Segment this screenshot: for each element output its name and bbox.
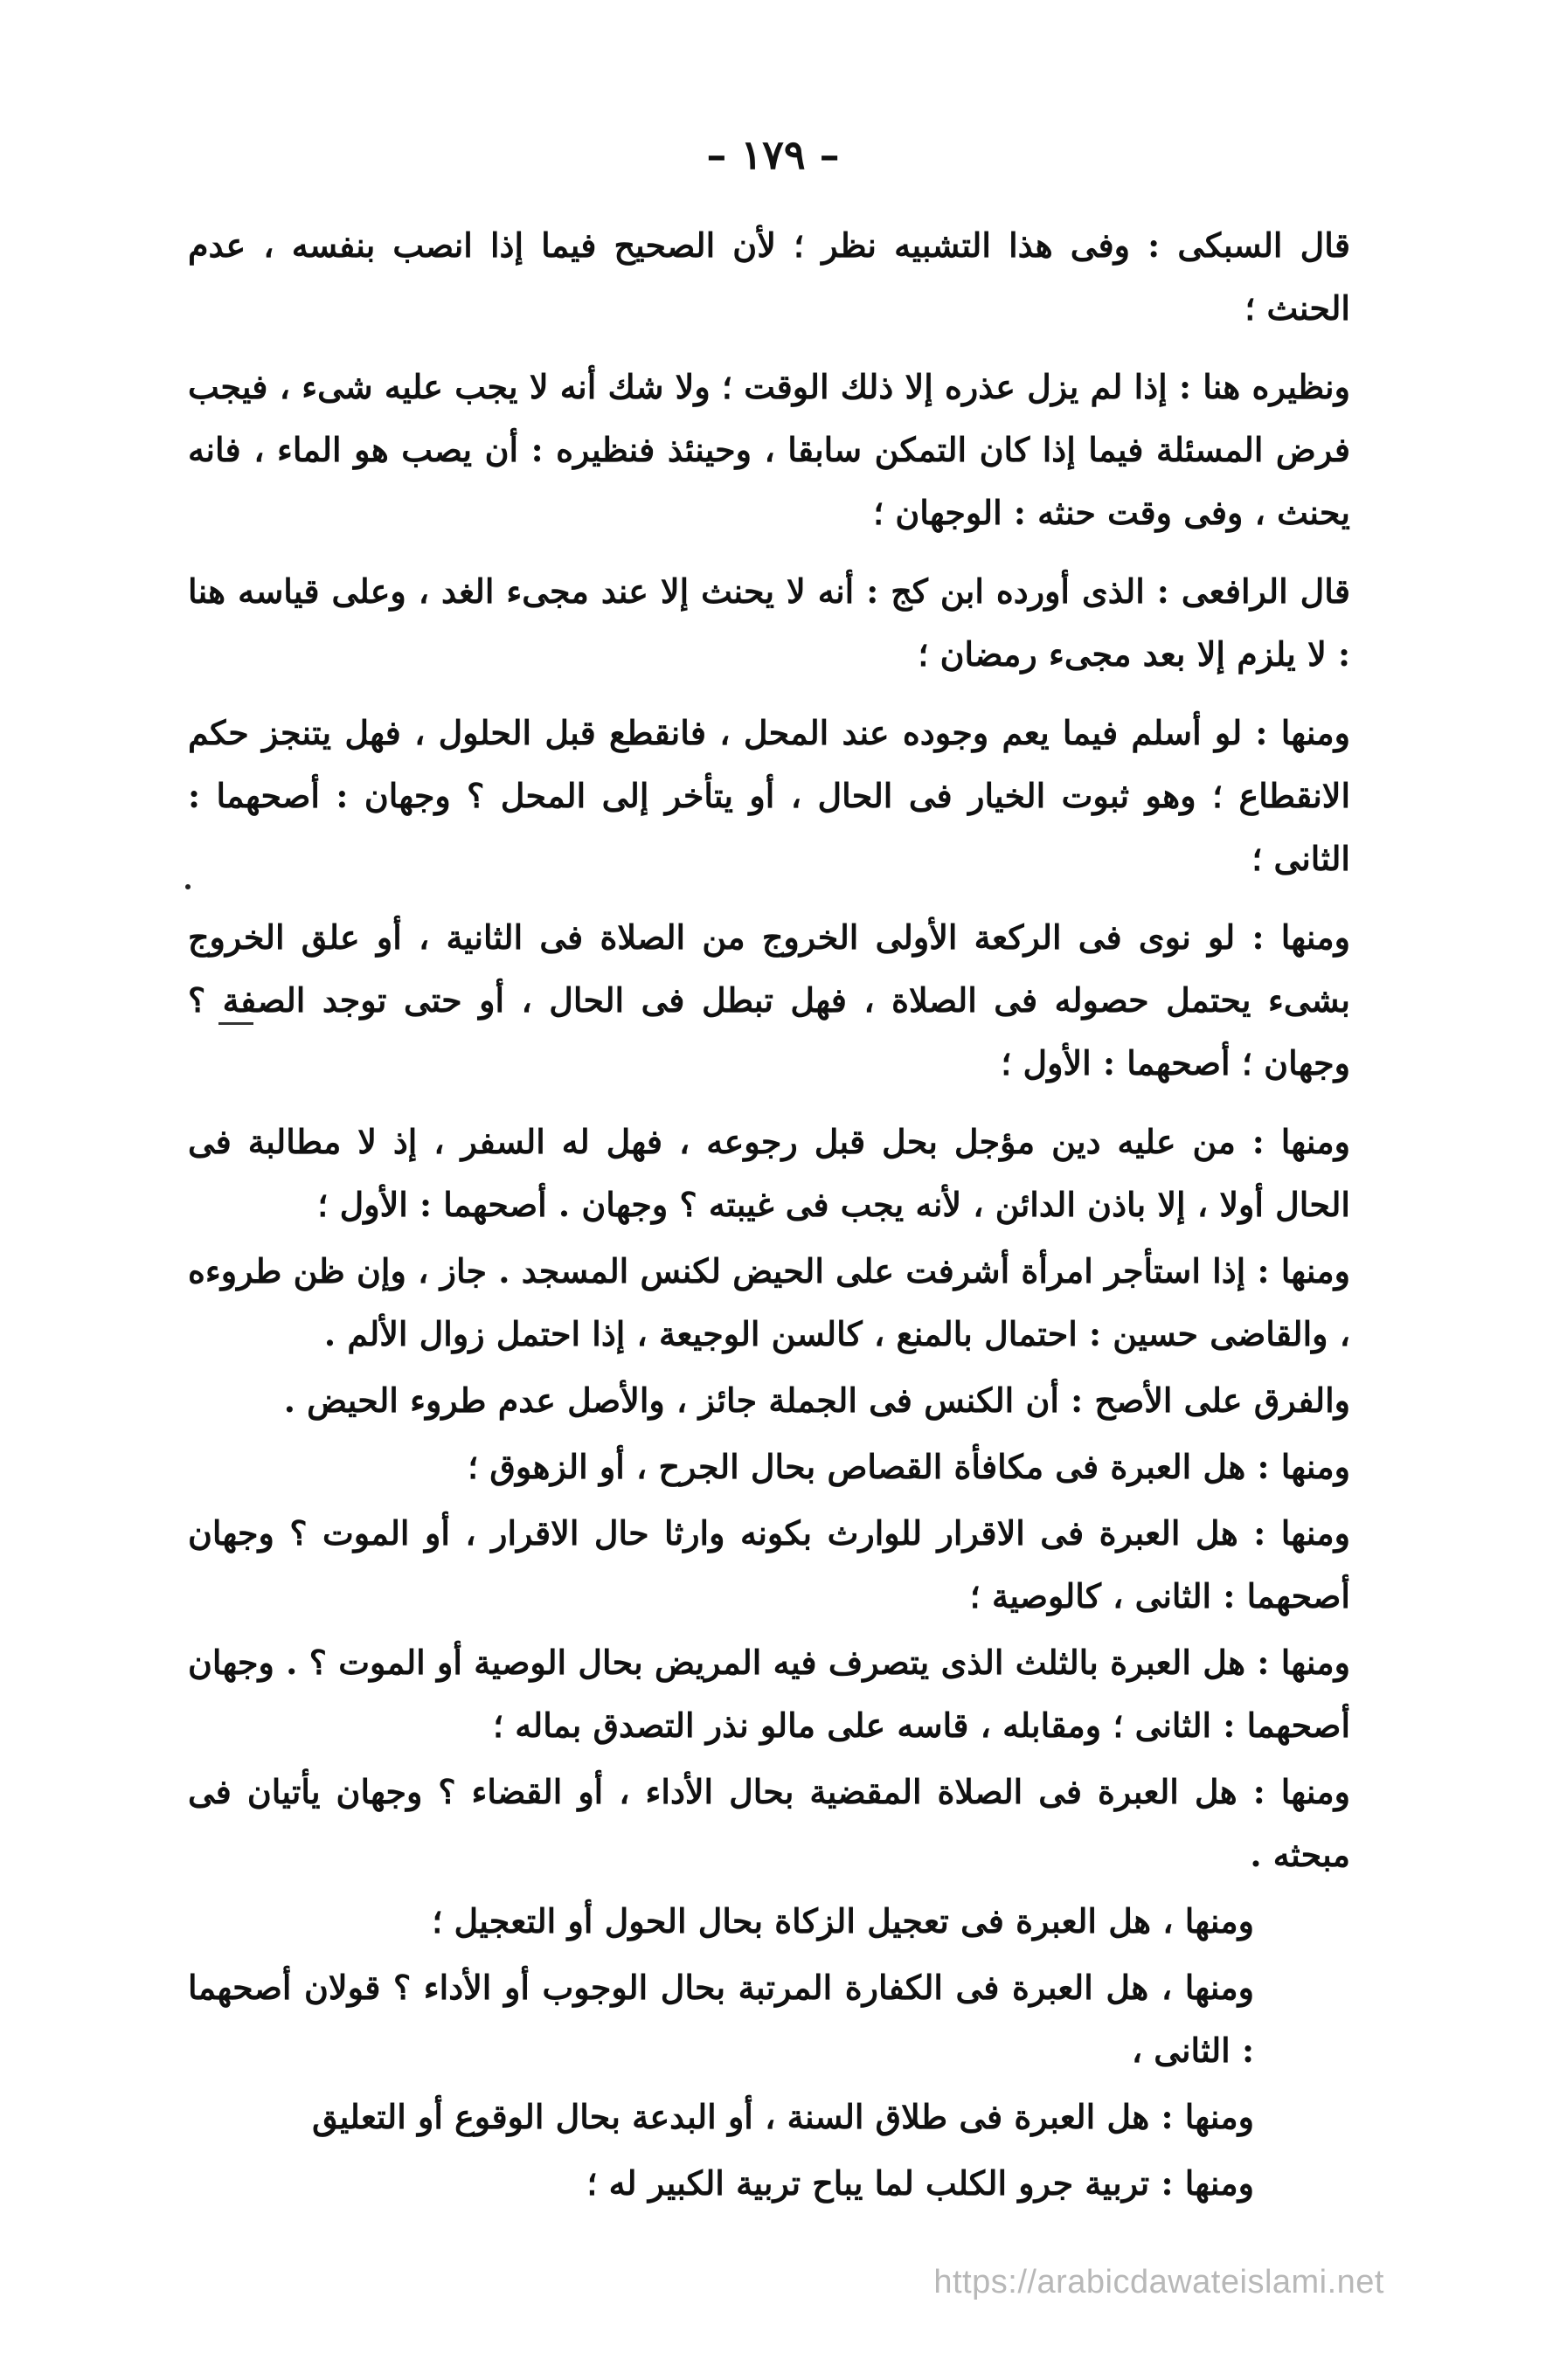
paragraph: قال الرافعى : الذى أورده ابن كج : أنه لا يحنث إلا عند مجىء الغد ، وعلى قياسه هنا : لا يلزم إلا بعد مجىء رمضان ؛ [188, 571, 1350, 674]
paragraph: ومنها : إذا استأجر امرأة أشرفت على الحيض لكنس المسجد . جاز ، وإن ظن طروءه ، والقاضى حسين : احتمال بالمنع ، كالسن الوجيعة ، إذا احتمل زوال الألم . [188, 1251, 1350, 1353]
paragraph: ومنها : هل العبرة بالثلث الذى يتصرف فيه المريض بحال الوصية أو الموت ؟ . وجهان أصحهما : الثانى ؛ ومقابله ، قاسه على مالو نذر التصدق بماله ؛ [188, 1643, 1350, 1745]
paragraph: قال السبكى : وفى هذا التشبيه نظر ؛ لأن الصحيح فيما إذا انصب بنفسه ، عدم الحنث ؛ [188, 225, 1350, 328]
paragraph: ومنها : هل العبرة فى الصلاة المقضية بحال الأداء ، أو القضاء ؟ وجهان يأتيان فى مبحثه . [188, 1772, 1350, 1874]
ink-speck [185, 884, 191, 889]
paragraph: ومنها ، هل العبرة فى الكفارة المرتبة بحال الوجوب أو الأداء ؟ قولان أصحهما : الثانى ، [188, 1968, 1254, 2070]
paragraph: ومنها : هل العبرة فى مكافأة القصاص بحال الجرح ، أو الزهوق ؛ [468, 1447, 1350, 1486]
watermark-url: https://arabicdawateislami.net [933, 2264, 1384, 2300]
page-number: – ۱۷۹ – [706, 131, 840, 178]
paragraph: ومنها : لو نوى فى الركعة الأولى الخروج من الصلاة فى الثانية ، أو علق الخروج بشىء يحتمل حصوله فى الصلاة ، فهل تبطل فى الحال ، أو حتى توجد الصفة ؟ وجهان ؛ أصحهما : الأول ؛ [188, 917, 1350, 1083]
page-body-text [188, 214, 1350, 2218]
paragraph: ومنها : هل العبرة فى الاقرار للوارث بكونه وارثا حال الاقرار ، أو الموت ؟ وجهان أصحهما : الثانى ، كالوصية ؛ [188, 1513, 1350, 1615]
paragraph: والفرق على الأصح : أن الكنس فى الجملة جائز ، والأصل عدم طروء الحيض . [283, 1380, 1350, 1420]
paragraph: ومنها : هل العبرة فى طلاق السنة ، أو البدعة بحال الوقوع أو التعليق [312, 2097, 1254, 2136]
paragraph: ومنها : تربية جرو الكلب لما يباح تربية الكبير له ؛ [586, 2163, 1254, 2203]
ink-dash [218, 1022, 253, 1025]
paragraph: ومنها : من عليه دين مؤجل بحل قبل رجوعه ، فهل له السفر ، إذ لا مطالبة فى الحال أولا ، إلا باذن الدائن ، لأنه يجب فى غيبته ؟ وجهان . أصحهما : الأول ؛ [188, 1122, 1350, 1224]
paragraph: ونظيره هنا : إذا لم يزل عذره إلا ذلك الوقت ؛ ولا شك أنه لا يجب عليه شىء ، فيجب فرض المسئلة فيما إذا كان التمكن سابقا ، وحينئذ فنظيره : أن يصب هو الماء ، فانه يحنث ، وفى وقت حنثه : الوجهان ؛ [188, 367, 1350, 532]
paragraph: ومنها : لو أسلم فيما يعم وجوده عند المحل ، فانقطع قبل الحلول ، فهل يتنجز حكم الانقطاع ؛ وهو ثبوت الخيار فى الحال ، أو يتأخر إلى المحل ؟ وجهان : أصحهما : الثانى ؛ [188, 713, 1350, 878]
paragraph: ومنها ، هل العبرة فى تعجيل الزكاة بحال الحول أو التعجيل ؛ [432, 1901, 1254, 1941]
